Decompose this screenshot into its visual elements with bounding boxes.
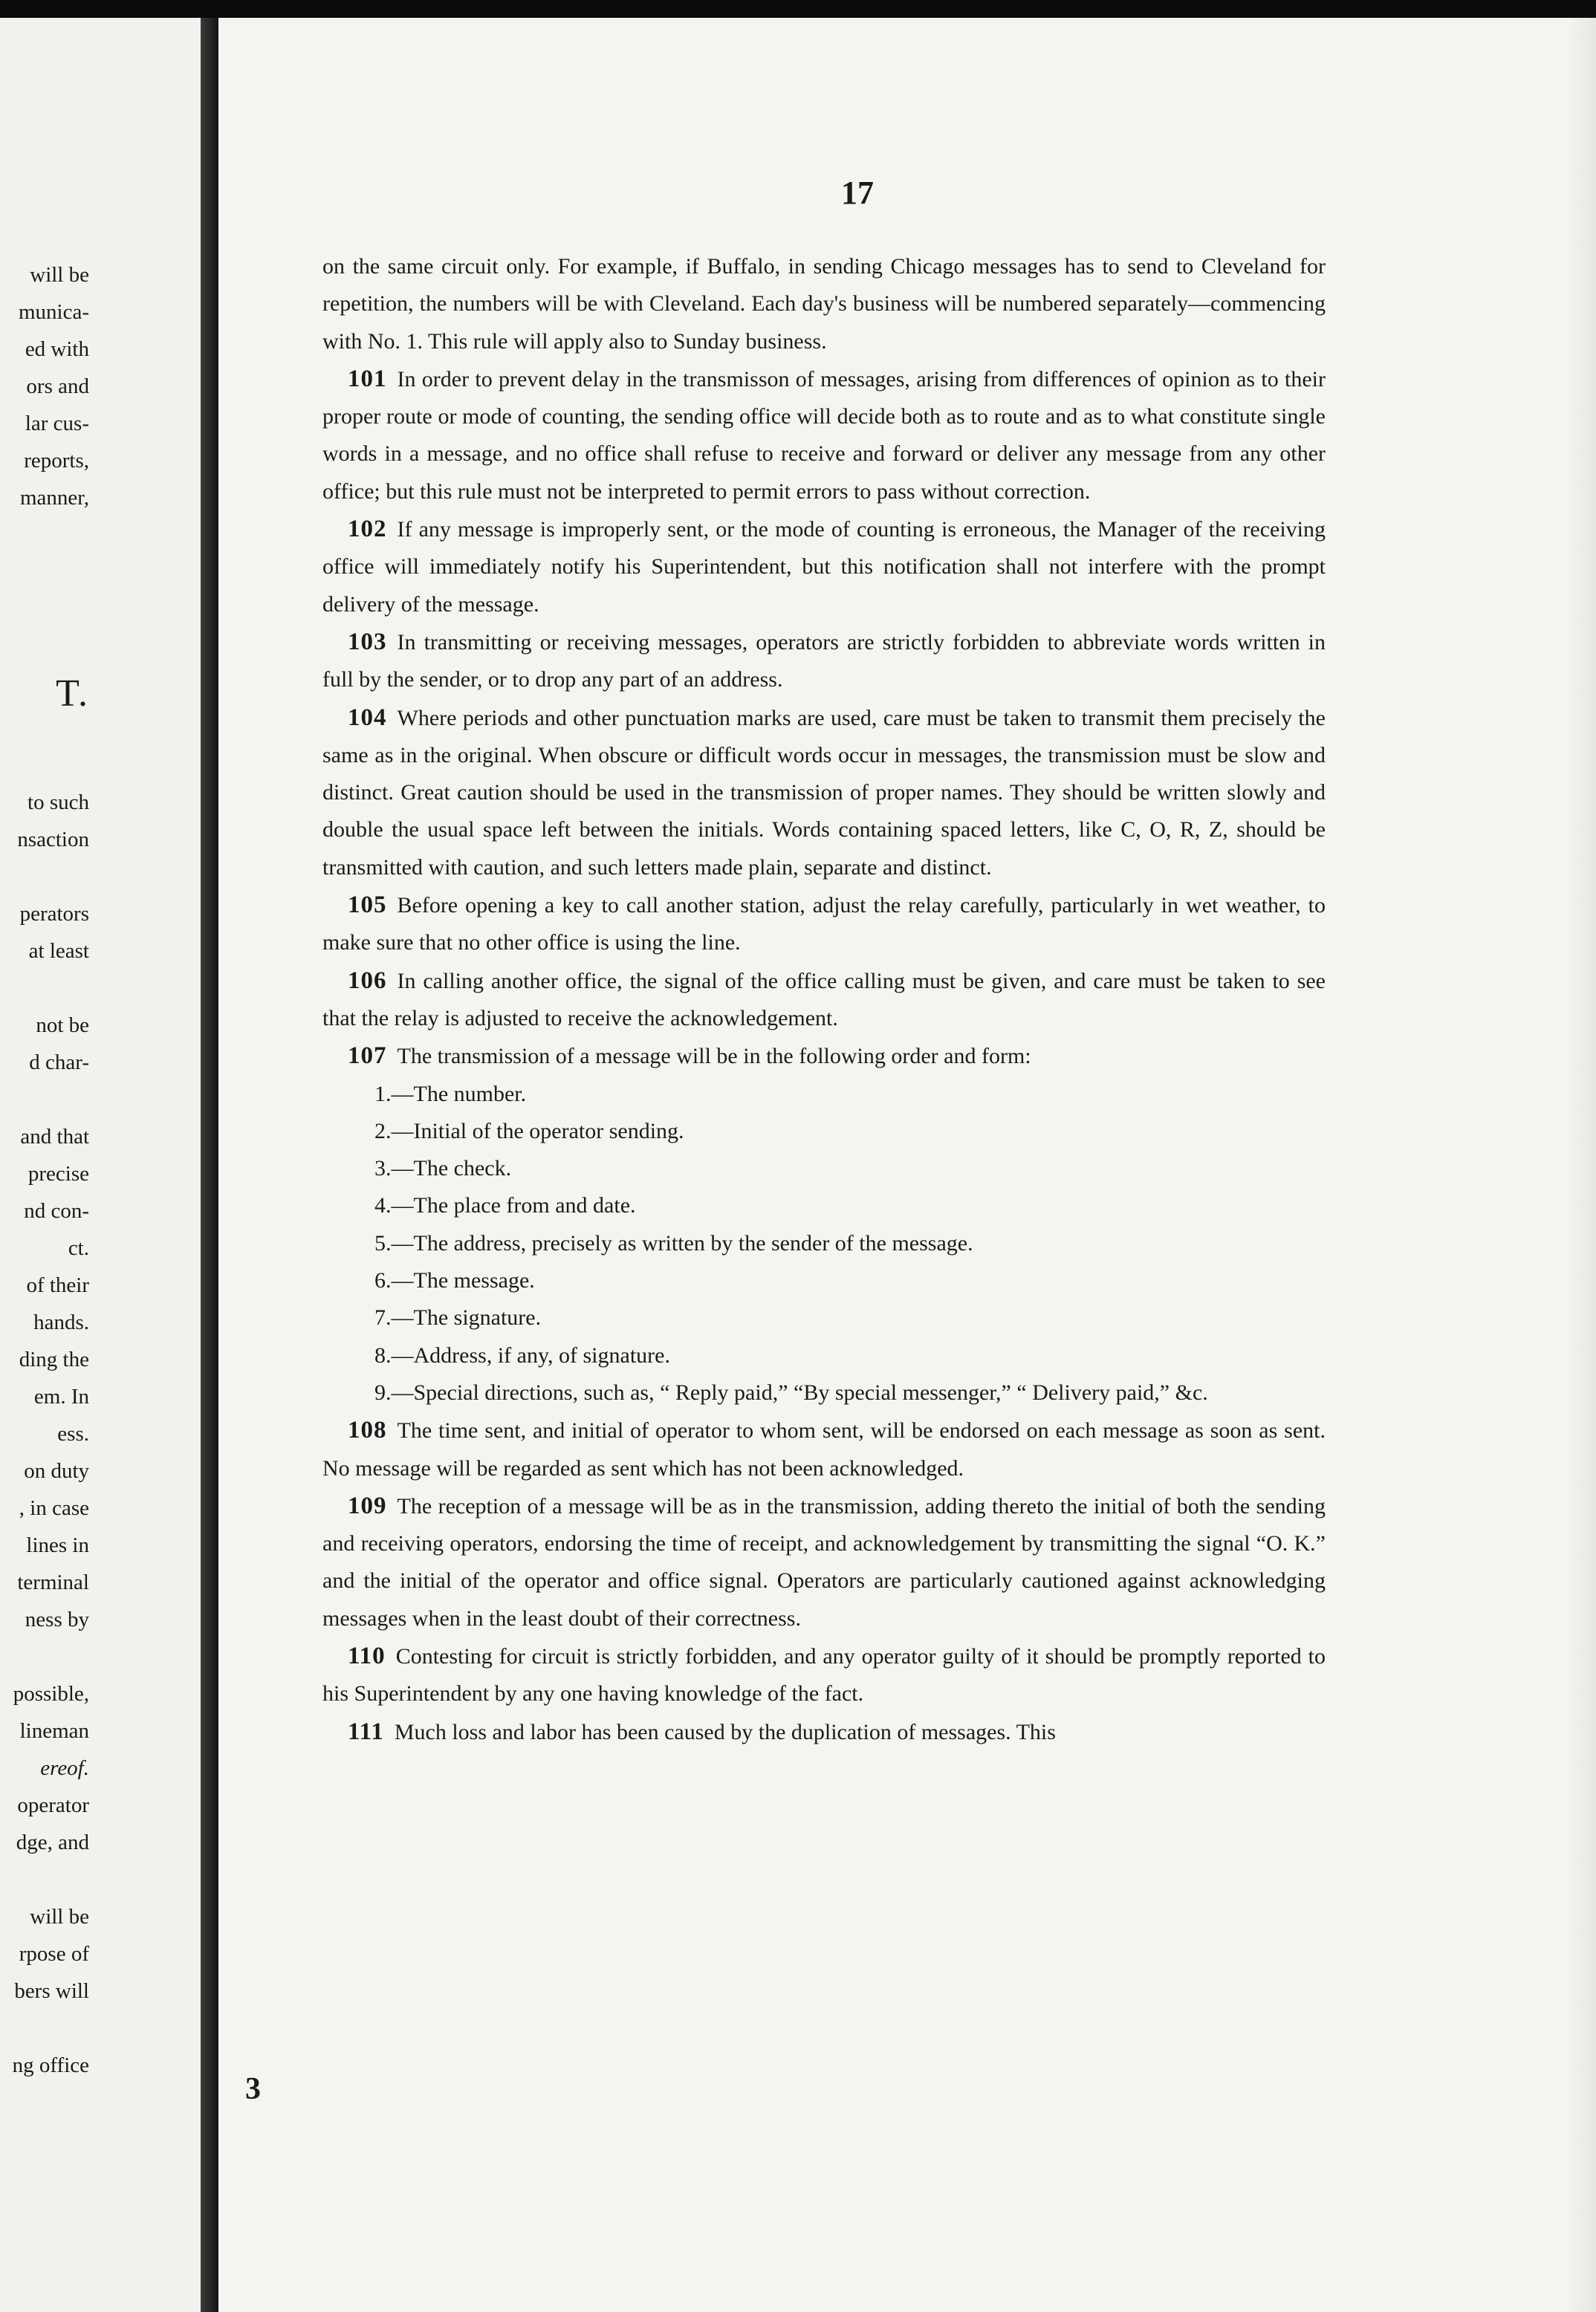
- left-fragment-line: precise: [27, 1162, 89, 1186]
- left-fragment-line: ness by: [25, 1608, 89, 1631]
- rule-text: The time sent, and initial of operator to whom sent, will be endorsed on each message as soon as sent. No message will be regarded as sent which has not been acknowledged.: [322, 1418, 1326, 1481]
- intro-paragraph: on the same circuit only. For example, if Buffalo, in sending Chicago messages has to send to Cleveland for repetition, the numbers will be with Cleveland. Each day's business will be numbered separately—commencing with No. 1. This rule will apply also to Sunday business.: [322, 254, 1326, 354]
- rule-number: 102: [348, 516, 387, 543]
- left-fragment-line: at least: [28, 939, 89, 963]
- left-fragment-line: ng office: [12, 2053, 89, 2077]
- left-fragment-line: reports,: [24, 449, 89, 473]
- rule-102: [322, 510, 1326, 623]
- page-edge-shading: [1566, 18, 1596, 2312]
- left-fragment-line: nsaction: [17, 828, 89, 851]
- rule-text: In transmitting or receiving messages, operators are strictly forbidden to abbreviate words written in full by the sender, or to drop any part of an address.: [322, 629, 1326, 692]
- left-fragment-line: on duty: [24, 1459, 89, 1483]
- left-fragment-line: hands.: [33, 1311, 89, 1334]
- left-fragment-line: dge, and: [16, 1831, 89, 1854]
- order-list-item: 1.—The number.: [374, 1081, 527, 1106]
- left-fragment-line: ed with: [25, 337, 89, 361]
- rule-text: Before opening a key to call another station, adjust the relay carefully, particularly in wet weather, to make sure that no other office is using the line.: [322, 893, 1326, 955]
- rule-text: The transmission of a message will be in the following order and form:: [397, 1044, 1031, 1069]
- left-fragment-line: ding the: [19, 1348, 89, 1371]
- rule-number: 104: [348, 704, 387, 731]
- scan-top-border: [0, 0, 1596, 18]
- rule-text: In order to prevent delay in the transmisson of messages, arising from differences of opinion as to their proper route or mode of counting, the sending office will decide both as to route and as to what constitute single words in a message, and no office shall refuse to receive and forward or deliver any message from any other office; but this rule must not be interpreted to permit errors to pass without correction.: [322, 366, 1326, 504]
- left-fragment-line: possible,: [13, 1682, 89, 1706]
- rule-110: [322, 1637, 1326, 1713]
- rule-106: [322, 962, 1326, 1038]
- left-fragment-line: of their: [26, 1273, 89, 1297]
- left-fragment-line: ereof.: [40, 1756, 89, 1780]
- rule-text: The reception of a message will be as in the transmission, adding thereto the initial of both the sending and receiving operators, endorsing the time of receipt, and acknowledgement by transmitting the signal “O. K.” and the initial of the operator and office signal. Operators are particularly cautioned against acknowledging messages when in the least doubt of their correctness.: [322, 1493, 1326, 1631]
- order-list-item: 3.—The check.: [374, 1156, 512, 1181]
- left-fragment-line: nd con-: [24, 1199, 89, 1223]
- signature-mark: 3: [245, 2072, 261, 2106]
- left-fragment-line: perators: [19, 902, 89, 926]
- left-fragment-line: not be: [36, 1013, 89, 1037]
- left-fragment-line: operator: [17, 1793, 89, 1817]
- rule-111: [322, 1713, 1326, 1751]
- left-fragment-line: will be: [30, 263, 89, 287]
- left-fragment-line: munica-: [18, 300, 89, 324]
- left-fragment-line: lines in: [26, 1533, 89, 1557]
- rule-text: Where periods and other punctuation marks are used, care must be taken to transmit them precisely the same as in the original. When obscure or difficult words occur in messages, the transmission must be slow and distinct. Great caution should be used in the transmission of proper names. They should be written slowly and double the usual space left between the initials. Words containing spaced letters, like C, O, R, Z, should be transmitted with caution, and such letters made plain, separate and distinct.: [322, 705, 1326, 880]
- left-fragment-line: terminal: [17, 1571, 89, 1594]
- left-page-fragment: [0, 18, 201, 2312]
- order-list-item: 6.—The message.: [374, 1268, 535, 1293]
- rule-101: [322, 360, 1326, 510]
- left-fragment-line: will be: [30, 1905, 89, 1929]
- left-fragment-line: d char-: [29, 1051, 89, 1074]
- rule-109: [322, 1487, 1326, 1637]
- left-fragment-line: to such: [27, 790, 89, 814]
- order-list-item: 8.—Address, if any, of signature.: [374, 1342, 670, 1368]
- rule-105: [322, 886, 1326, 962]
- rule-text: In calling another office, the signal of the office calling must be given, and care must be taken to see that the relay is adjusted to receive the acknowledgement.: [322, 968, 1326, 1030]
- left-fragment-heading: T.: [56, 672, 89, 715]
- rule-number: 101: [348, 365, 387, 392]
- left-fragment-line: , in case: [19, 1496, 89, 1520]
- order-list-item: 9.—Special directions, such as, “ Reply paid,” “By special messenger,” “ Delivery paid,” &c.: [374, 1380, 1208, 1405]
- left-fragment-line: bers will: [14, 1979, 89, 2003]
- left-fragment-line: ct.: [68, 1236, 89, 1260]
- rule-103: [322, 623, 1326, 699]
- rule-text: Much loss and labor has been caused by the duplication of messages. This: [394, 1719, 1056, 1744]
- page-number: 17: [841, 175, 874, 211]
- rule-text: If any message is improperly sent, or the mode of counting is erroneous, the Manager of the receiving office will immediately notify his Superintendent, but this notification shall not interfere with the prompt delivery of the message.: [322, 517, 1326, 617]
- order-list-item: 2.—Initial of the operator sending.: [374, 1118, 684, 1143]
- rule-number: 106: [348, 967, 387, 994]
- rule-number: 111: [348, 1718, 384, 1745]
- rule-number: 103: [348, 628, 387, 655]
- order-list-item: 5.—The address, precisely as written by the sender of the message.: [374, 1230, 973, 1256]
- rule-number: 109: [348, 1492, 387, 1519]
- left-fragment-line: ess.: [57, 1422, 89, 1446]
- body-text: [322, 248, 1326, 1751]
- left-fragment-line: lineman: [19, 1719, 89, 1743]
- left-fragment-line: rpose of: [19, 1942, 89, 1966]
- rule-number: 105: [348, 892, 387, 919]
- rule-text: Contesting for circuit is strictly forbidden, and any operator guilty of it should be promptly reported to his Superintendent by any one having knowledge of the fact.: [322, 1643, 1326, 1707]
- rule-108: [322, 1412, 1326, 1487]
- left-fragment-line: lar cus-: [25, 412, 89, 435]
- rule-number: 107: [348, 1042, 387, 1070]
- rule-number: 108: [348, 1417, 387, 1444]
- left-fragment-line: em. In: [33, 1385, 89, 1409]
- rule-107: [322, 1037, 1326, 1075]
- left-fragment-line: ors and: [26, 374, 89, 398]
- left-fragment-line: and that: [20, 1125, 89, 1149]
- left-fragment-line: manner,: [19, 486, 89, 510]
- right-page: [218, 18, 1596, 2312]
- rule-number: 110: [348, 1642, 386, 1669]
- rule-104: [322, 699, 1326, 886]
- book-gutter: [201, 18, 218, 2312]
- order-list-item: 4.—The place from and date.: [374, 1193, 636, 1218]
- order-list-item: 7.—The signature.: [374, 1305, 542, 1331]
